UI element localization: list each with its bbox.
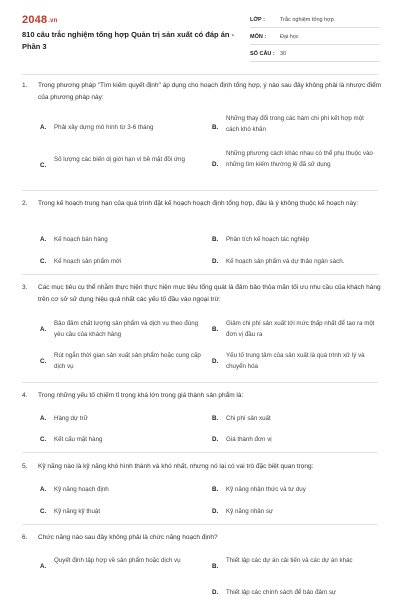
question-text: Trong kế hoạch trung hạn của quá trình đặt kế hoạch hoạch định tổng hợp, đâu là ý không thuộc kế hoạch này: [38, 200, 359, 207]
option-letter: B. [212, 236, 219, 243]
option-text: Yếu tố trung tâm của sản xuất là quá trình xử lý và chuyển hóa [226, 352, 365, 370]
option-letter: B. [212, 415, 219, 422]
option-text: Kỹ năng nhân sự [226, 508, 274, 515]
meta-row-subject [250, 30, 380, 45]
meta-key: SỐ CÂU : [250, 51, 275, 57]
option-text: Kế hoạch sản phẩm và dự thảo ngân sách. [226, 258, 345, 265]
option-text: Giá thành đơn vị [226, 436, 272, 443]
question-stem [22, 532, 382, 544]
document-header [0, 0, 400, 72]
question-number: 4. [22, 392, 28, 399]
option-text: Phải xây dựng mô hình từ 3-6 tháng [54, 124, 154, 131]
divider [22, 190, 378, 191]
question-number: 1. [22, 82, 28, 89]
question-stem [22, 390, 382, 402]
option-letter: A. [40, 124, 47, 131]
option-letter: D. [212, 508, 219, 515]
logo-suffix: .vn [48, 18, 58, 24]
question-stem [22, 461, 382, 473]
option-text: Rút ngắn thời gian sản xuất sản phẩm hoặc cung cấp dịch vụ [54, 352, 201, 370]
divider [22, 524, 378, 525]
option-text: Kế hoạch bán hàng [54, 236, 108, 243]
question-text: Trong phương pháp "Tìm kiếm quyết định" áp dụng cho hoạch định tổng hợp, ý nào sau đây không phải là nhược điểm của phương pháp này: [38, 82, 382, 101]
option-text: Kỹ năng hoạch định [54, 486, 109, 493]
divider [22, 74, 378, 75]
option-text: Thiết lập các dự án cải tiến và các dự án khác [226, 557, 353, 564]
question-stem [22, 282, 382, 306]
option-letter: D. [212, 436, 219, 443]
meta-key: LỚP : [250, 17, 265, 23]
site-logo[interactable] [22, 14, 58, 26]
option-letter: B. [212, 326, 219, 333]
option-letter: B. [212, 124, 219, 131]
divider [22, 452, 378, 453]
option-text: Số lượng các biến dị giới hạn vì bề mặt đồi ứng [54, 156, 185, 163]
divider [22, 274, 378, 275]
option-text: Chi phí sản xuất [226, 415, 271, 422]
option-letter: A. [40, 563, 47, 570]
option-letter: D. [212, 161, 219, 168]
option-text: Giảm chi phí sản xuất tới mức thấp nhất để tạo ra một đơn vị đầu ra [226, 320, 375, 338]
option-text: Phân tích kế hoạch tác nghiệp [226, 236, 310, 243]
option-letter: A. [40, 236, 47, 243]
question-number: 2. [22, 200, 28, 207]
option-text: Kỹ năng kỹ thuật [54, 508, 101, 515]
option-letter: C. [40, 162, 47, 169]
meta-row-class [250, 13, 380, 28]
meta-value: 30 [280, 51, 287, 57]
question-text: Kỹ năng nào là kỹ năng khó hình thành và khó nhất, nhưng nó lại có vai trò đặc biệt quan trọng: [38, 463, 314, 470]
option-letter: C. [40, 358, 47, 365]
option-text: Kết cấu mặt hàng [54, 436, 103, 443]
option-letter: A. [40, 415, 47, 422]
meta-row-count [250, 47, 380, 62]
option-letter: D. [212, 258, 219, 265]
question-text: Chức năng nào sau đây không phải là chức năng hoạch định? [38, 534, 218, 541]
option-text: Kỹ năng nhận thức và tư duy [226, 486, 306, 493]
logo-text: 2048 [22, 14, 48, 26]
option-letter: B. [212, 486, 219, 493]
divider [22, 382, 378, 383]
option-letter: B. [212, 563, 219, 570]
question-text: Các mục tiêu cụ thể nhằm thực hiện thực hiện mục tiêu tổng quát là đảm bảo thỏa mãn tối ưu nhu cầu của khách hàng trên cơ sở sử dụng hiệu quả nhất các yếu tố đầu vào ngoại trừ: [38, 284, 381, 303]
option-letter: C. [40, 258, 47, 265]
option-letter: A. [40, 486, 47, 493]
question-number: 3. [22, 284, 28, 291]
question-number: 5. [22, 463, 28, 470]
meta-value[interactable]: Đại học [280, 34, 299, 40]
option-text: Những phương cách khác nhau có thể phụ thuộc vào những tìm kiếm thường lệ đã sử dụng [226, 150, 373, 168]
document-title: 810 câu trắc nghiệm tổng hợp Quản trị sản xuất có đáp án - Phần 3 [22, 30, 235, 51]
option-text: Kế hoạch sản phẩm mới [54, 258, 122, 265]
option-letter: C. [40, 508, 47, 515]
option-text: Hàng dự trữ [54, 415, 88, 422]
option-letter: A. [40, 326, 47, 333]
option-letter: D. [212, 358, 219, 365]
question-number: 6. [22, 534, 28, 541]
question-text: Trong những yếu tố chiếm tỉ trọng khá lớn trong giá thành sản phẩm là: [38, 392, 244, 399]
meta-key: MÔN : [250, 34, 267, 40]
option-text: Bảo đảm chất lượng sản phẩm và dịch vụ theo đúng yêu cầu của khách hàng [54, 320, 199, 338]
question-stem [22, 80, 382, 104]
option-text: Quyết định tập hợp về sản phẩm hoặc dịch vụ [54, 557, 181, 564]
question-stem [22, 198, 382, 210]
option-text: Những thay đổi trong các hàm chi phí kết hợp một cách khó khăn [226, 115, 364, 133]
meta-value[interactable]: Trắc nghiệm tổng hợp [280, 17, 334, 23]
answer-option-d[interactable] [212, 587, 382, 600]
option-letter: C. [40, 436, 47, 443]
document-meta [250, 13, 380, 64]
option-letter: D. [212, 589, 219, 596]
option-text: Thiết lập các chính sách để bảo đảm sự [226, 589, 337, 596]
